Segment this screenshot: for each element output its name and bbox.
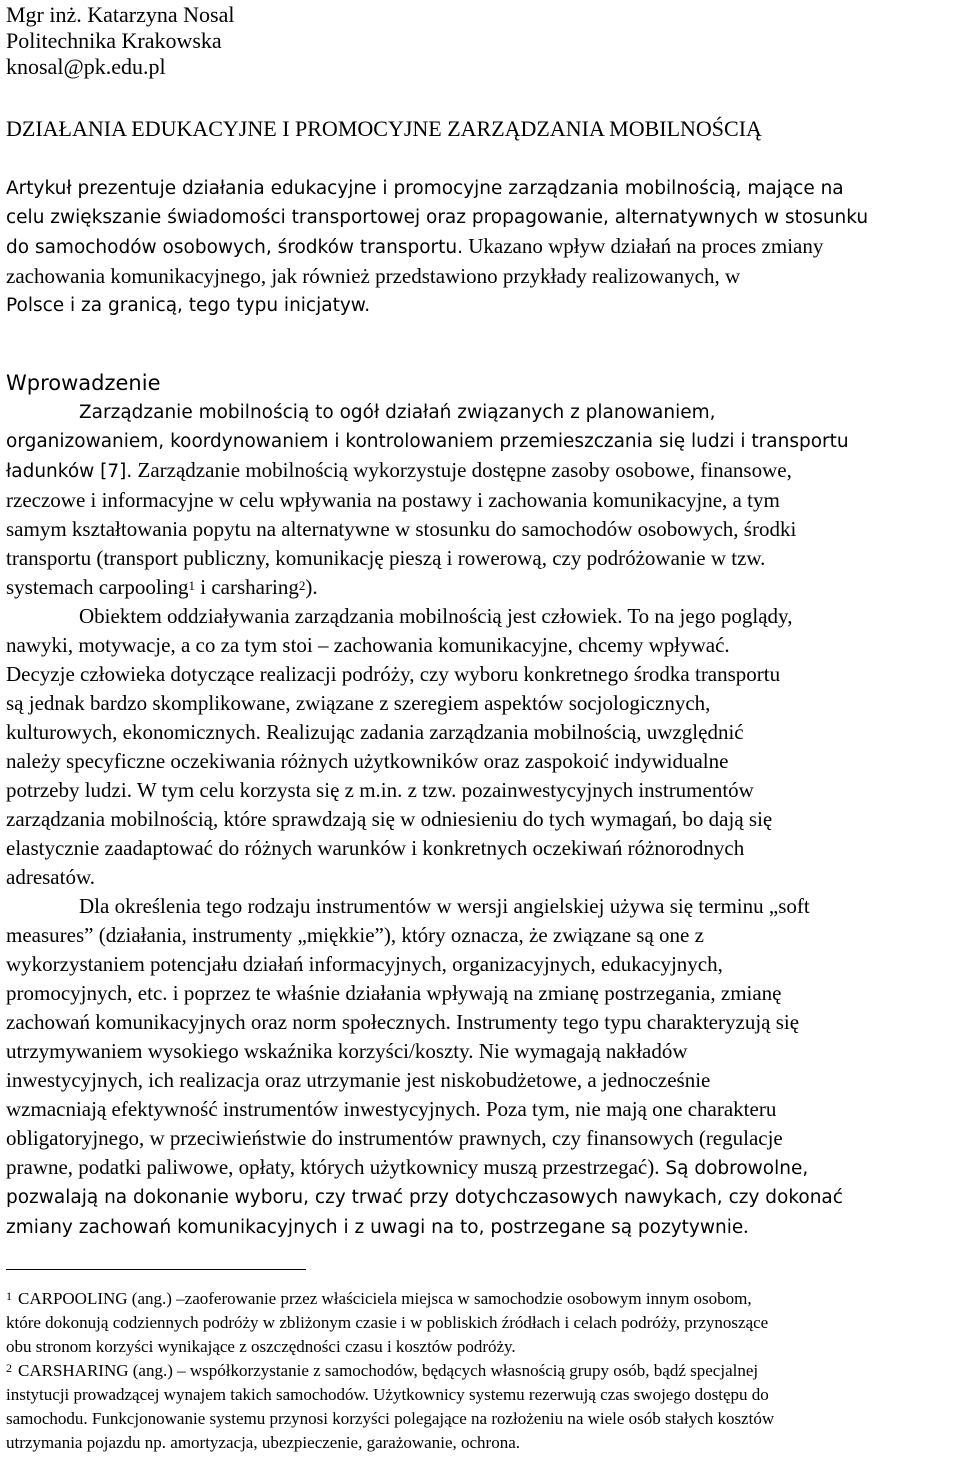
footnote-text: CARSHARING (ang.) – współkorzystanie z samochodów, będących własnością grupy osób, bądź specjalnej [18, 1361, 759, 1380]
footnote-2-number: 2 [6, 1361, 12, 1375]
paragraph-text-serif: prawne, podatki paliwowe, opłaty, których użytkownicy muszą przestrzegać). [6, 1155, 660, 1179]
paragraph-line: wykorzystaniem potencjału działań informacyjnych, organizacyjnych, edukacyjnych, [6, 952, 723, 976]
paragraph-line: zarządzania mobilnością, które sprawdzają się w odniesieniu do tych wymagań, bo dają się [6, 807, 773, 831]
paragraph-line: potrzeby ludzi. W tym celu korzysta się z m.in. z tzw. pozainwestycyjnych instrumentów [6, 778, 754, 802]
intro-body [6, 398, 958, 1242]
paragraph-line [6, 573, 958, 602]
paragraph-line: Obiektem oddziaływania zarządzania mobilnością jest człowiek. To na jego poglądy, [79, 604, 793, 628]
author-email: knosal@pk.edu.pl [6, 54, 166, 79]
document-page [6, 0, 958, 1455]
paragraph-text: ). [305, 575, 318, 599]
abstract-line: Polsce i za granicą, tego typu inicjatyw. [6, 295, 371, 316]
paragraph-line: inwestycyjnych, ich realizacja oraz utrzymanie jest niskobudżetowe, a jednocześnie [6, 1068, 711, 1092]
paragraph-line: są jednak bardzo skomplikowane, związane z szeregiem aspektów socjologicznych, [6, 691, 711, 715]
abstract-text-serif: Ukazano wpływ działań na proces zmiany [463, 234, 824, 258]
footnote-1-line: które dokonują codziennych podróży w zbliżonym czasie i w pobliskich źródłach i celach podróży, przynoszące [6, 1313, 769, 1332]
paragraph-line: obligatoryjnego, w przeciwieństwie do instrumentów prawnych, czy finansowych (regulacje [6, 1126, 783, 1150]
paragraph-line: Zarządzanie mobilnością to ogół działań związanych z planowaniem, [79, 402, 716, 423]
document-title: DZIAŁANIA EDUKACYJNE I PROMOCYJNE ZARZĄDZANIA MOBILNOŚCIĄ [6, 116, 762, 141]
paragraph-text-serif: Zarządzanie mobilnością wykorzystuje dostępne zasoby osobowe, finansowe, [132, 458, 792, 482]
paragraph-line [6, 1212, 958, 1242]
paragraph-line: utrzymywaniem wysokiego wskaźnika korzyści/koszty. Nie wymagają nakładów [6, 1039, 688, 1063]
abstract-line [6, 232, 958, 262]
paragraph-line: należy specyficzne oczekiwania różnych użytkowników oraz zaspokoić indywidualne [6, 749, 729, 773]
paragraph-line: pozwalają na dokonanie wyboru, czy trwać przy dotychczasowych nawykach, czy dokonać [6, 1187, 843, 1208]
paragraph-line: Dla określenia tego rodzaju instrumentów w wersji angielskiej używa się terminu „soft [79, 894, 810, 918]
paragraph-line: promocyjnych, etc. i poprzez te właśnie działania wpływają na zmianę postrzegania, zmianę [6, 981, 782, 1005]
author-block [6, 2, 958, 80]
paragraph-line: kulturowych, ekonomicznych. Realizując zadania zarządzania mobilnością, uwzględnić [6, 720, 744, 744]
paragraph-line [6, 1153, 958, 1183]
paragraph-text: i carsharing [195, 575, 299, 599]
footnote-2-line: instytucji prowadzącej wynajem takich samochodów. Użytkownicy systemu rezerwują czas swojego dostępu do [6, 1385, 769, 1404]
abstract-line: zachowania komunikacyjnego, jak również przedstawiono przykłady realizowanych, w [6, 264, 741, 288]
abstract [6, 174, 958, 320]
footnote-text: CARPOOLING (ang.) –zaoferowanie przez właściciela miejsca w samochodzie osobowym innym osobom, [18, 1289, 752, 1308]
paragraph-line: transportu (transport publiczny, komunikację pieszą i rowerową, czy podróżowanie w tzw. [6, 546, 766, 570]
paragraph-text-serif: . [743, 1214, 749, 1238]
footnote-ref-2[interactable]: 2 [298, 578, 306, 593]
footnote-ref-1[interactable]: 1 [188, 578, 196, 593]
author-affiliation: Politechnika Krakowska [6, 28, 222, 53]
abstract-line: celu zwiększanie świadomości transportowej oraz propagowanie, alternatywnych w stosunku [6, 207, 869, 228]
footnote-1-number: 1 [6, 1289, 12, 1303]
footnote-2-line: samochodu. Funkcjonowanie systemu przynosi korzyści polegające na rozłożeniu na wiele osób stałych kosztów [6, 1409, 775, 1428]
paragraph-line: elastycznie zaadaptować do różnych warunków i konkretnych oczekiwań różnorodnych [6, 836, 745, 860]
author-name: Mgr inż. Katarzyna Nosal [6, 2, 235, 27]
paragraph-line: samym kształtowania popytu na alternatywne w stosunku do samochodów osobowych, środki [6, 517, 797, 541]
paragraph-line: nawyki, motywacje, a co za tym stoi – zachowania komunikacyjne, chcemy wpływać. [6, 633, 730, 657]
footnote-1-line [6, 1287, 958, 1311]
footnote-1-line: obu stronom korzyści wynikające z oszczędności czasu i kosztów podróży. [6, 1337, 516, 1356]
paragraph-text-sans: zmiany zachowań komunikacyjnych i z uwagi na to, postrzegane są pozytywnie [6, 1217, 744, 1238]
footnotes [6, 1287, 958, 1455]
footnote-2-line [6, 1359, 958, 1383]
paragraph-line: adresatów. [6, 865, 96, 889]
paragraph-line: Decyzje człowieka dotyczące realizacji podróży, czy wyboru konkretnego środka transportu [6, 662, 781, 686]
paragraph-text: systemach carpooling [6, 575, 189, 599]
section-heading: Wprowadzenie [6, 371, 161, 395]
paragraph-line: organizowaniem, koordynowaniem i kontrolowaniem przemieszczania się ludzi i transportu [6, 431, 849, 452]
paragraph-line [6, 456, 958, 486]
abstract-line: Artykuł prezentuje działania edukacyjne i promocyjne zarządzania mobilnością, mające na [6, 178, 844, 199]
paragraph-text-sans: Są dobrowolne, [659, 1158, 809, 1179]
paragraph-line: wzmacniają efektywność instrumentów inwestycyjnych. Poza tym, nie mają one charakteru [6, 1097, 777, 1121]
abstract-text-sans: do samochodów osobowych, środków transportu. [6, 237, 463, 258]
footnote-separator [6, 1269, 306, 1270]
footnote-2-line: utrzymania pojazdu np. amortyzacja, ubezpieczenie, garażowanie, ochrona. [6, 1433, 520, 1452]
paragraph-line: measures” (działania, instrumenty „miękkie”), który oznacza, że związane są one z [6, 923, 704, 947]
paragraph-text-sans: ładunków [7]. [6, 461, 133, 482]
paragraph-line: zachowań komunikacyjnych oraz norm społecznych. Instrumenty tego typu charakteryzują się [6, 1010, 800, 1034]
paragraph-line: rzeczowe i informacyjne w celu wpływania na postawy i zachowania komunikacyjne, a tym [6, 488, 780, 512]
